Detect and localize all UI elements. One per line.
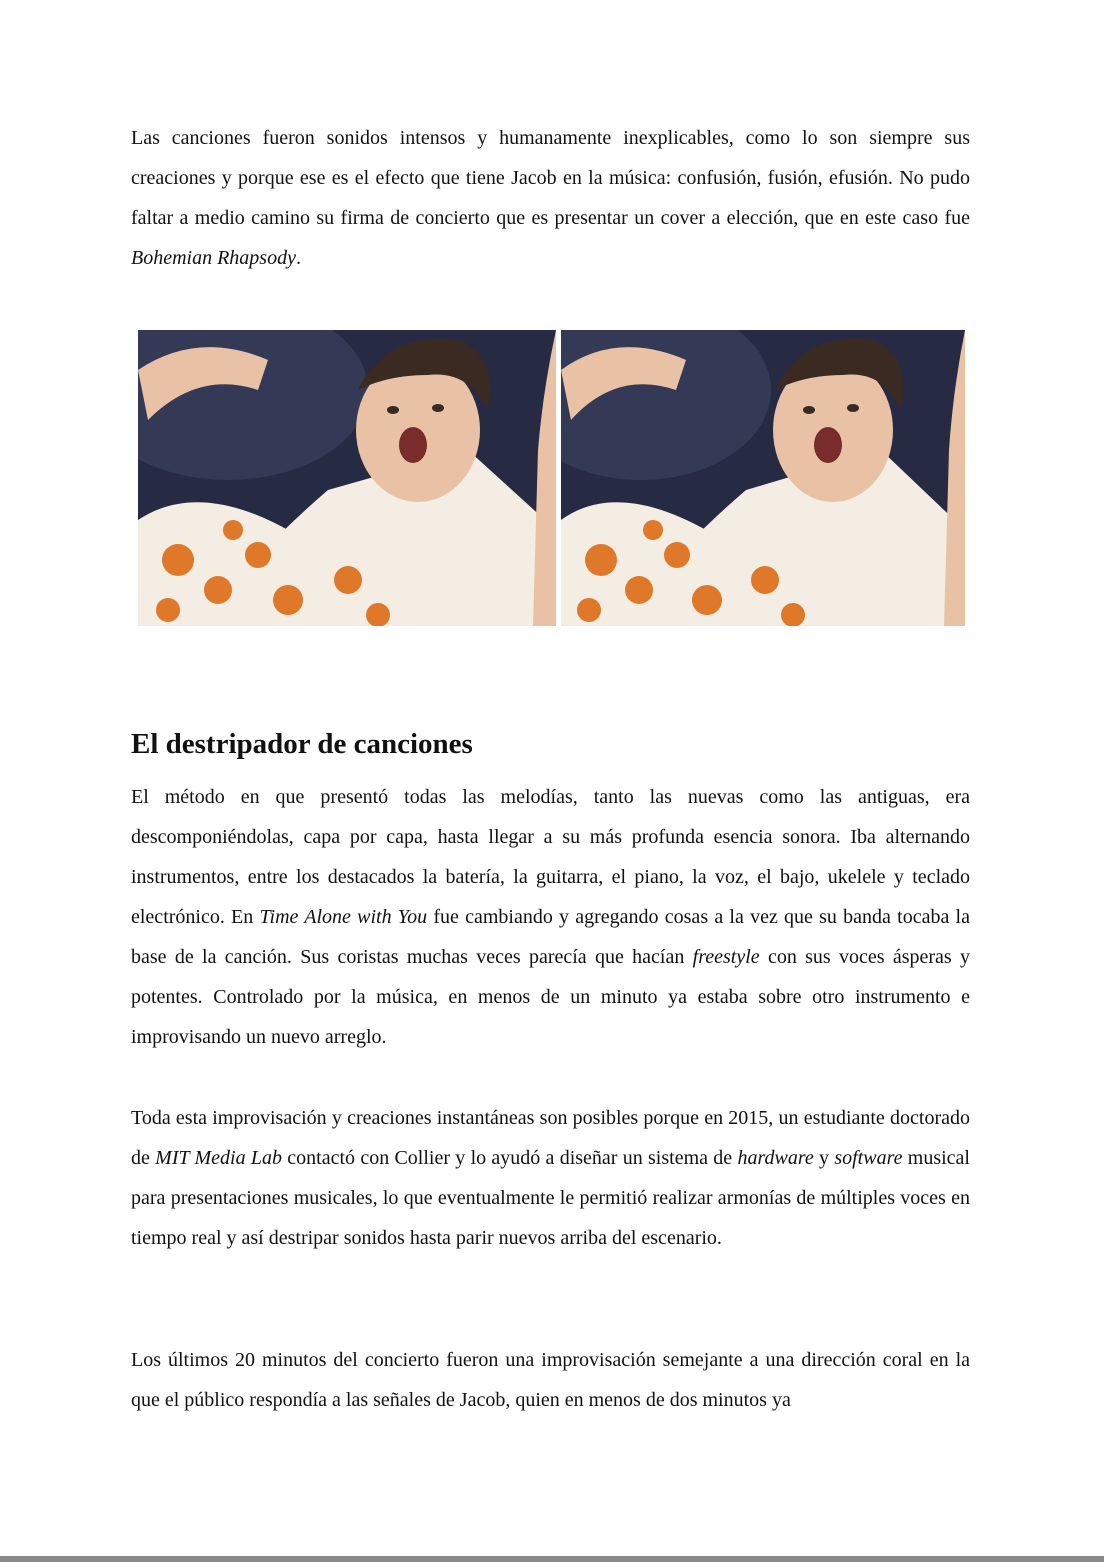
singer-image [138,330,556,626]
text-run: Las canciones fueron sonidos intensos y humanamente inexplicables, como lo son siempre sus creaciones y porque ese es el efecto que tiene Jacob en la música: confusión, fusión, efusión. No pudo faltar a medio camino su firma de concierto que es presentar un cover a elección, que en este caso fue [131,127,970,229]
italic-text: freestyle [692,946,760,968]
concert-photo-left [138,330,556,626]
italic-text: Time Alone with You [259,906,428,928]
text-run: con sus voces ásperas y potentes. Controlado por la música, en menos de un minuto ya estaba sobre otro instrumento e improvisando un nuevo arreglo. [131,946,970,1048]
italic-text: hardware [737,1147,814,1169]
italic-text: MIT Media Lab [155,1147,283,1169]
text-run: fue cambiando y agregando cosas a la vez que su banda tocaba la base de la canción. Sus coristas muchas veces parecía que hacían [131,906,970,968]
text-run: El método en que presentó todas las melodías, tanto las nuevas como las antiguas, era descomponiéndolas, capa por capa, hasta llegar a su más profunda esencia sonora. Iba alternando instrumentos, entre los destacados la batería, la guitarra, el piano, la voz, el bajo, ukelele y teclado electrónico. En [131,786,970,928]
paragraph-2 [131,777,970,1057]
italic-text: software [834,1147,903,1169]
paragraph-4 [131,1340,970,1420]
paragraph-1 [131,118,970,278]
concert-photo-right [561,330,965,626]
italic-text: Bohemian Rhapsody [131,247,296,269]
text-run: y [813,1147,835,1169]
text-run: Los últimos 20 minutos del concierto fueron una improvisación semejante a una dirección coral en la que el público respondía a las señales de Jacob, quien en menos de dos minutos ya [131,1349,970,1411]
text-run: musical para presentaciones musicales, lo que eventualmente le permitió realizar armonías de múltiples voces en tiempo real y así destripar sonidos hasta parir nuevos arriba del escenario. [131,1147,970,1249]
text-run: Toda esta improvisación y creaciones instantáneas son posibles porque en 2015, un estudiante doctorado de [131,1107,970,1169]
text-run: contactó con Collier y lo ayudó a diseñar un sistema de [282,1147,738,1169]
section-heading: El destripador de canciones [131,728,473,760]
page-bottom-rule [0,1556,1104,1562]
text-run: . [295,247,301,269]
paragraph-3 [131,1098,970,1258]
singer-image [561,330,965,626]
